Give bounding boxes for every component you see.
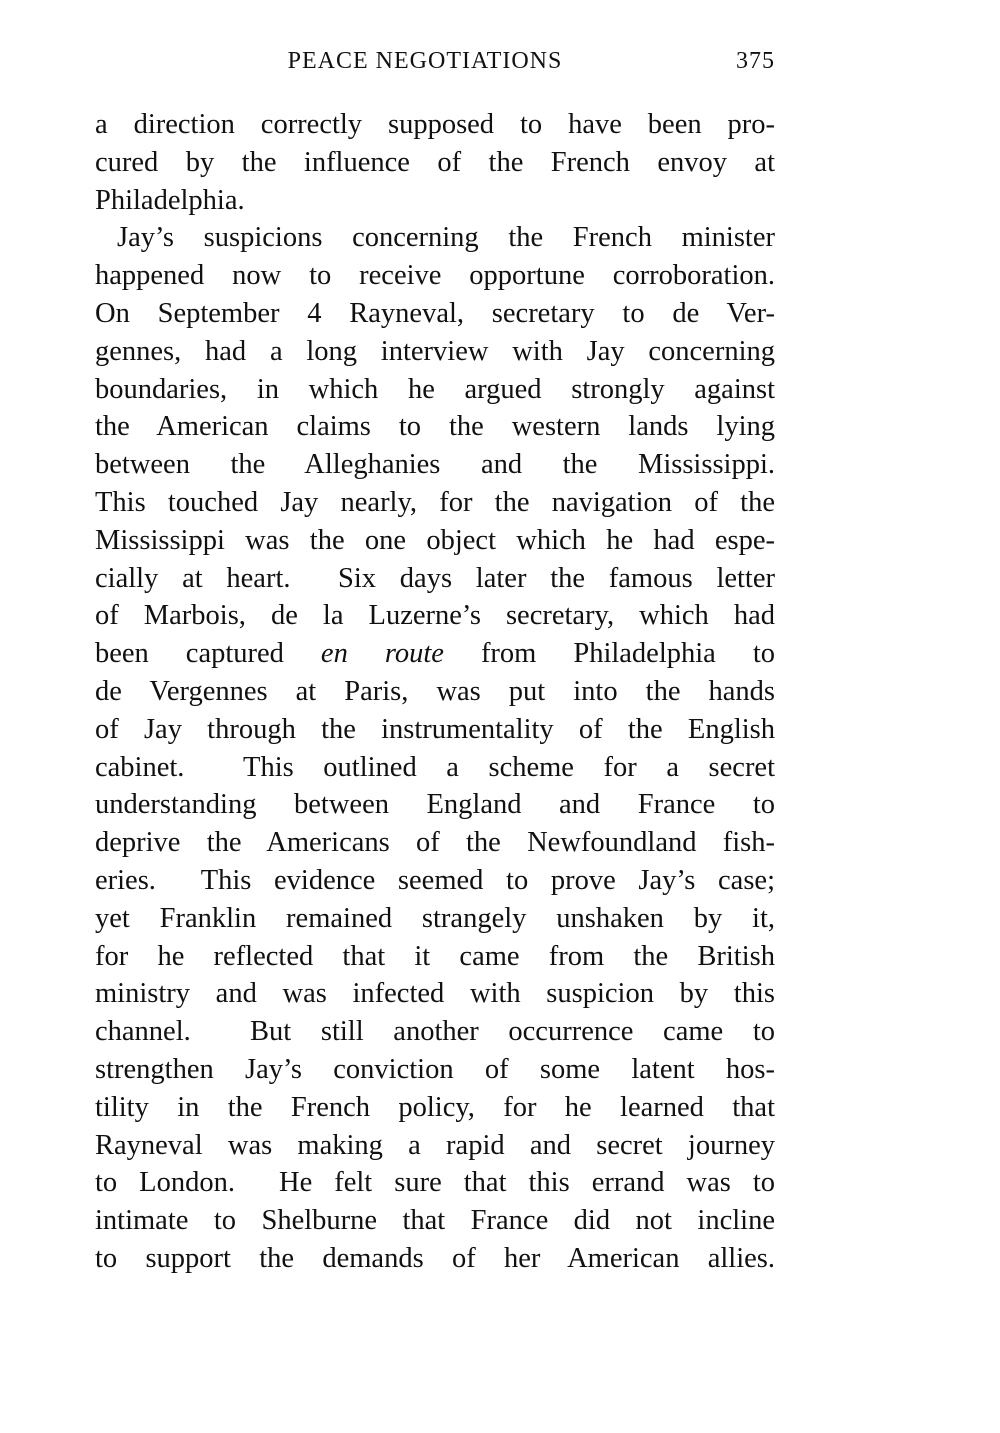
text-line (95, 522, 775, 560)
text-line (95, 786, 775, 824)
text-segment: cially at heart. Six days later the famous letter (95, 562, 775, 594)
text-segment: understanding between England and France to (95, 789, 775, 821)
text-segment: tility in the French policy, for he learned that (95, 1091, 775, 1123)
text-segment: channel. But still another occurrence came to (95, 1016, 775, 1048)
text-segment: This touched Jay nearly, for the navigation of the (95, 486, 775, 518)
text-line (95, 824, 775, 862)
text-segment: On September 4 Rayneval, secretary to de Ver- (95, 297, 775, 329)
text-line (95, 1051, 775, 1089)
text-line (95, 295, 775, 333)
text-segment: Mississippi was the one object which he had espe- (95, 524, 775, 556)
italic-text: en route (320, 638, 444, 670)
text-line (95, 1240, 775, 1278)
text-segment: Philadelphia. (95, 184, 245, 216)
text-line (95, 219, 775, 257)
text-line (95, 106, 775, 144)
text-segment: gennes, had a long interview with Jay concerning (95, 335, 775, 367)
text-segment: to support the demands of her American allies. (95, 1242, 775, 1274)
text-line (95, 1164, 775, 1202)
text-segment: eries. This evidence seemed to prove Jay’s case; (95, 864, 775, 896)
text-segment: of Marbois, de la Luzerne’s secretary, which had (95, 600, 775, 632)
body-text (95, 106, 775, 1278)
text-line (95, 257, 775, 295)
running-title: PEACE NEGOTIATIONS (287, 48, 563, 74)
text-segment: de Vergennes at Paris, was put into the hands (95, 675, 775, 707)
text-segment: for he reflected that it came from the British (95, 940, 775, 972)
text-line (95, 938, 775, 976)
text-line (95, 182, 775, 220)
text-segment: Jay’s suspicions concerning the French minister (117, 222, 775, 254)
text-segment: intimate to Shelburne that France did not incline (95, 1205, 775, 1237)
text-segment: a direction correctly supposed to have been pro- (95, 109, 775, 140)
text-line (95, 144, 775, 182)
text-line (95, 560, 775, 598)
text-segment: Rayneval was making a rapid and secret journey (95, 1129, 775, 1161)
text-line (95, 862, 775, 900)
text-segment: boundaries, in which he argued strongly against (95, 373, 775, 405)
page-header (95, 48, 775, 84)
text-line (95, 1089, 775, 1127)
text-line (95, 711, 775, 749)
text-line (95, 749, 775, 787)
text-line (95, 975, 775, 1013)
text-line (95, 333, 775, 371)
text-line (95, 484, 775, 522)
text-segment: happened now to receive opportune corroboration. (95, 260, 775, 292)
text-segment: strengthen Jay’s conviction of some latent hos- (95, 1053, 775, 1085)
text-line (95, 673, 775, 711)
page-number: 375 (736, 48, 775, 74)
text-line (95, 1202, 775, 1240)
text-segment: to London. He felt sure that this errand was to (95, 1167, 775, 1199)
text-line (95, 597, 775, 635)
text-line (95, 900, 775, 938)
text-segment: cured by the influence of the French envoy at (95, 146, 775, 178)
text-line (95, 371, 775, 409)
text-segment: of Jay through the instrumentality of the English (95, 713, 775, 745)
text-line (95, 408, 775, 446)
text-segment: from Philadelphia to (443, 638, 775, 670)
text-segment: the American claims to the western lands lying (95, 411, 775, 443)
text-segment: ministry and was infected with suspicion by this (95, 978, 775, 1010)
text-segment: between the Alleghanies and the Mississippi. (95, 449, 775, 481)
text-segment: been captured (95, 638, 321, 670)
text-line (95, 1127, 775, 1165)
text-line (95, 1013, 775, 1051)
text-segment: cabinet. This outlined a scheme for a secret (95, 751, 775, 783)
text-line (95, 635, 775, 673)
text-line (95, 446, 775, 484)
text-segment: yet Franklin remained strangely unshaken by it, (95, 902, 775, 934)
text-segment: deprive the Americans of the Newfoundland fish- (95, 827, 775, 859)
